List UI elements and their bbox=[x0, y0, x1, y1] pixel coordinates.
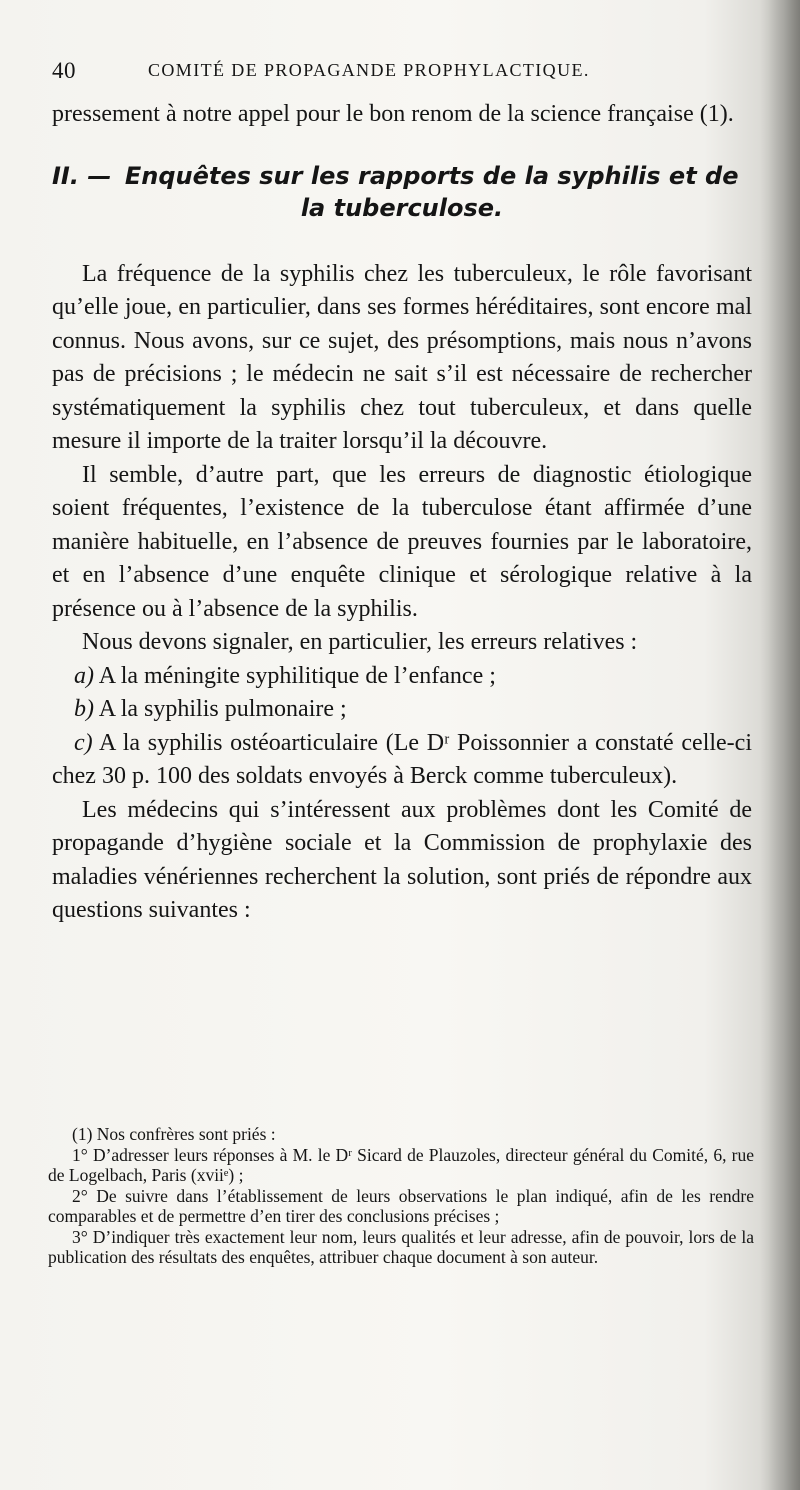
footnotes bbox=[48, 1124, 754, 1268]
footnote-item: 3° D’indiquer très exactement leur nom, leurs qualités et leur adresse, afin de pouvoir, lors de la publication des résultats des enquêtes, attribuer chaque document à son auteur. bbox=[48, 1226, 754, 1267]
list-item-letter: a) bbox=[74, 662, 94, 689]
running-title: COMITÉ DE PROPAGANDE PROPHYLACTIQUE. bbox=[148, 60, 590, 80]
paragraph-errors-intro: Nous devons signaler, en particulier, les erreurs relatives : bbox=[82, 629, 638, 655]
page-gutter-shadow bbox=[760, 0, 800, 1490]
body-text bbox=[52, 98, 752, 928]
footnote-item: 2° De suivre dans l’établissement de leurs observations le plan indiqué, afin de les rendre comparables et de permettre d’en tirer des conclusions précises ; bbox=[48, 1185, 754, 1226]
list-item bbox=[52, 727, 752, 794]
list-item-text: A la méningite syphilitique de l’enfance ; bbox=[98, 662, 496, 689]
list-item-letter: c) bbox=[74, 729, 93, 756]
list-item-letter: b) bbox=[74, 696, 94, 722]
footnote-item: 1° D’adresser leurs réponses à M. le Dʳ Sicard de Plauzoles, directeur général du Comité, 6, rue de Logelbach, Paris (xviiᵉ) ; bbox=[48, 1144, 754, 1185]
list-item bbox=[52, 660, 752, 694]
page-number: 40 bbox=[52, 58, 76, 83]
paragraph-frequency: La fréquence de la syphilis chez les tuberculeux, le rôle favorisant qu’elle joue, en particulier, dans ses formes héréditaires, sont encore mal connus. Nous avons, sur ce sujet, des présomptions, mais nous n’avons pas de précisions ; le médecin ne sait s’il est nécessaire de rechercher systématiquement la syphilis chez tout tuberculeux, et dans quelle mesure il importe de la traiter lorsqu’il la découvre. bbox=[52, 260, 752, 454]
list-item-text: A la syphilis ostéoarticulaire (Le Dʳ Poissonnier a constaté celle-ci chez 30 p. 100 des soldats envoyés à Berck comme tuberculeux). bbox=[52, 729, 752, 789]
paragraph-questions-intro: Les médecins qui s’intéressent aux problèmes dont les Comité de propagande d’hygiène sociale et la Commission de prophylaxie des maladies vénériennes recherchent la solution, sont priés de répondre aux questions suivantes : bbox=[52, 796, 752, 923]
footnote-intro: (1) Nos confrères sont priés : bbox=[72, 1124, 276, 1144]
section-heading bbox=[52, 160, 752, 224]
section-number: II. — bbox=[52, 161, 112, 190]
opening-paragraph: pressement à notre appel pour le bon renom de la science française (1). bbox=[52, 101, 734, 127]
paragraph-diagnostic-errors: Il semble, d’autre part, que les erreurs de diagnostic étiologique soient fréquentes, l’existence de la tuberculose étant affirmée d’une manière habituelle, en l’absence de preuves fournies par le laboratoire, et en l’absence d’une enquête clinique et sérologique relative à la présence ou à l’absence de la syphilis. bbox=[52, 461, 752, 622]
section-title: Enquêtes sur les rapports de la syphilis et de la tuberculose. bbox=[124, 161, 739, 222]
list-item-text: A la syphilis pulmonaire ; bbox=[98, 696, 347, 722]
list-item bbox=[52, 693, 752, 727]
page-header bbox=[52, 58, 752, 88]
